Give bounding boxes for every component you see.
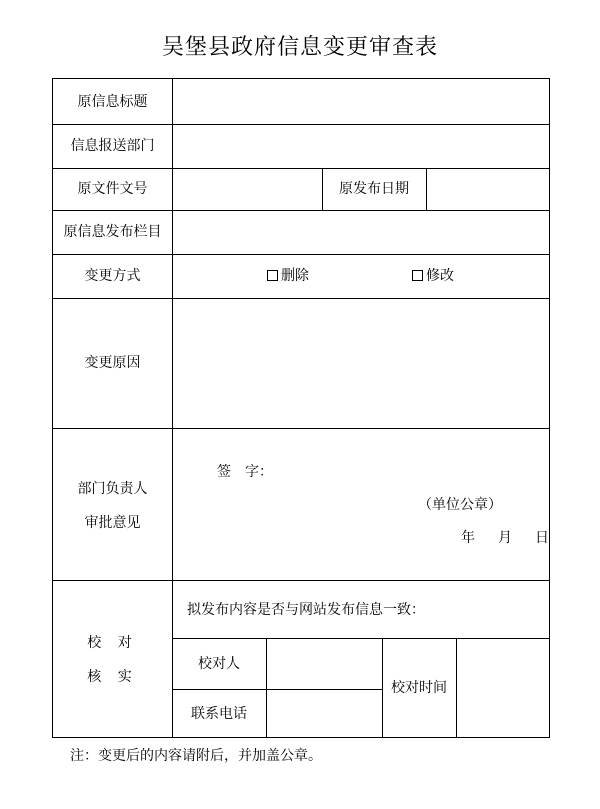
col-divider xyxy=(172,79,173,738)
page-title: 吴堡县政府信息变更审查表 xyxy=(161,35,438,60)
footnote: 注：变更后的内容请附后，并加盖公章。 xyxy=(70,748,322,764)
label-pub-date: 原发布日期 xyxy=(339,181,409,197)
review-form xyxy=(52,78,550,738)
row-divider xyxy=(53,298,550,299)
label-approval-1: 部门负责人 xyxy=(77,481,148,497)
option-delete[interactable] xyxy=(267,269,309,283)
row-divider xyxy=(53,254,550,255)
row-divider xyxy=(53,580,550,581)
checkbox-delete[interactable] xyxy=(267,270,278,281)
sign-label: 签 字： xyxy=(217,464,273,480)
label-original-title: 原信息标题 xyxy=(77,94,148,110)
checkbox-modify[interactable] xyxy=(412,270,423,281)
col-divider xyxy=(456,638,457,738)
row-divider xyxy=(53,428,550,429)
label-approval-2: 审批意见 xyxy=(84,515,141,531)
label-contact-phone: 联系电话 xyxy=(191,706,247,722)
label-verify-2: 核 实 xyxy=(87,669,138,685)
date-month: 月 xyxy=(498,530,512,546)
label-reason: 变更原因 xyxy=(84,355,141,371)
col-divider xyxy=(426,168,427,210)
label-check-time: 校对时间 xyxy=(391,680,447,696)
label-change-method: 变更方式 xyxy=(84,268,141,284)
row-divider xyxy=(53,210,550,211)
label-dept: 信息报送部门 xyxy=(70,138,155,154)
row-divider xyxy=(172,638,550,639)
seal-label: （单位公章） xyxy=(418,497,502,513)
col-divider xyxy=(266,638,267,738)
label-doc-no: 原文件文号 xyxy=(77,181,148,197)
row-divider xyxy=(53,124,550,125)
date-year: 年 xyxy=(461,530,475,546)
row-divider xyxy=(172,689,382,690)
option-modify-label: 修改 xyxy=(426,268,454,284)
date-day: 日 xyxy=(535,530,549,546)
label-column: 原信息发布栏目 xyxy=(63,224,162,240)
row-divider xyxy=(53,168,550,169)
consistency-question: 拟发布内容是否与网站发布信息一致： xyxy=(187,602,425,618)
option-modify[interactable] xyxy=(412,269,454,283)
option-delete-label: 删除 xyxy=(281,268,309,284)
label-verify-1: 校 对 xyxy=(87,635,138,651)
label-checker: 校对人 xyxy=(198,656,240,672)
